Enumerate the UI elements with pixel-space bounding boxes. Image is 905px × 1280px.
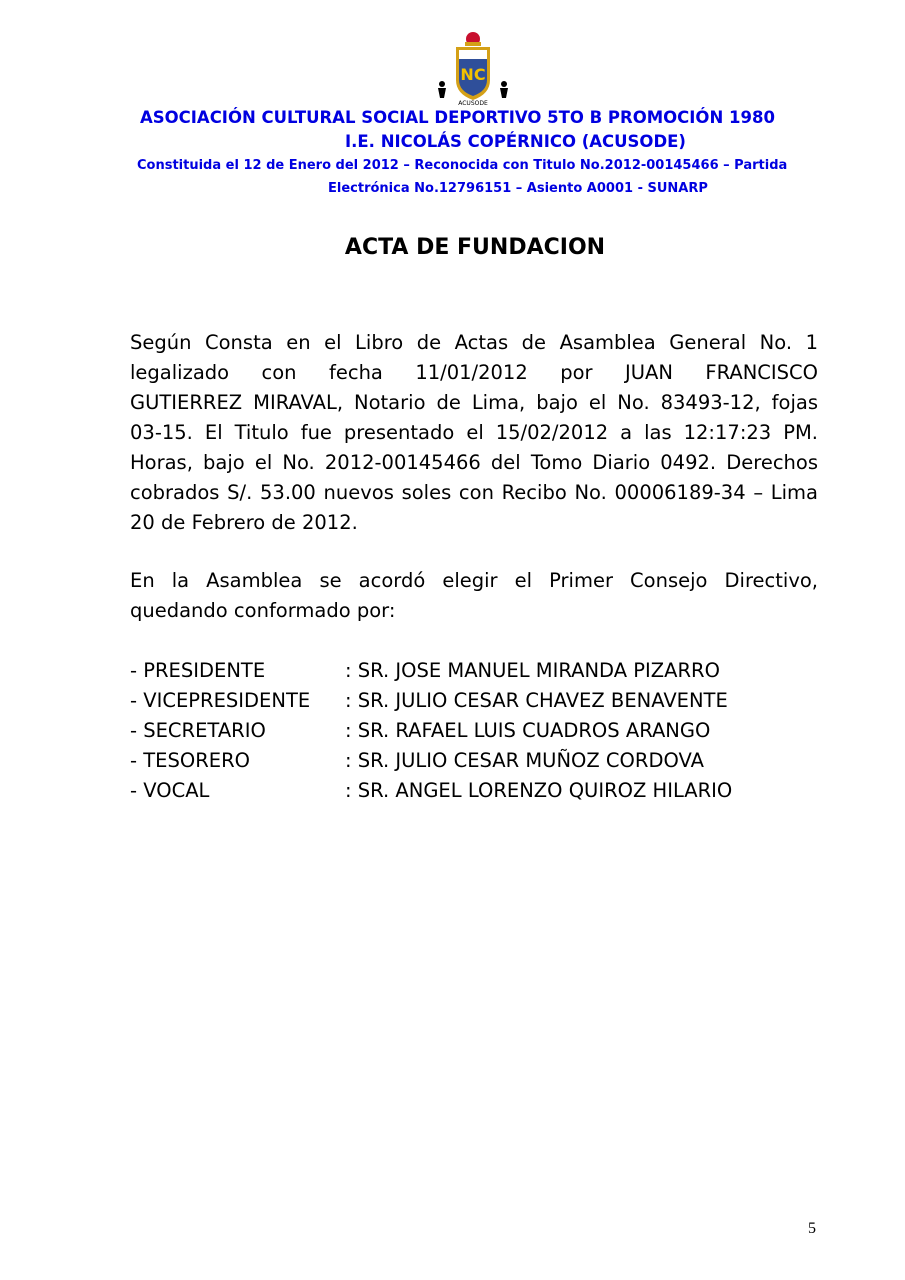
page-number: 5 <box>808 1220 816 1237</box>
officer-role: - VOCAL <box>130 779 210 802</box>
text-line: quedando conformado por: <box>130 599 396 622</box>
officer-name: : SR. ANGEL LORENZO QUIROZ HILARIO <box>345 779 733 802</box>
officer-name: : SR. JOSE MANUEL MIRANDA PIZARRO <box>345 659 720 682</box>
paragraph-assembly <box>130 566 818 626</box>
association-name: ASOCIACIÓN CULTURAL SOCIAL DEPORTIVO 5TO B PROMOCIÓN 1980 <box>140 108 775 127</box>
paragraph-registry <box>130 328 818 538</box>
officer-list <box>130 656 732 806</box>
svg-text:NC: NC <box>460 65 486 84</box>
text-line: legalizado con fecha 11/01/2012 por JUAN FRANCISCO <box>130 361 818 384</box>
officer-row <box>130 746 732 776</box>
registration-line-1: Constituida el 12 de Enero del 2012 – Reconocida con Titulo No.2012-00145466 – Partida <box>137 158 788 173</box>
acusode-logo <box>430 30 516 106</box>
officer-role: - PRESIDENTE <box>130 659 266 682</box>
text-line: cobrados S/. 53.00 nuevos soles con Recibo No. 00006189-34 – Lima <box>130 481 818 504</box>
officer-name: : SR. RAFAEL LUIS CUADROS ARANGO <box>345 719 711 742</box>
document-title: ACTA DE FUNDACION <box>344 235 606 260</box>
officer-row <box>130 656 732 686</box>
registration-line-2: Electrónica No.12796151 – Asiento A0001 - SUNARP <box>328 181 708 196</box>
officer-role: - VICEPRESIDENTE <box>130 689 311 712</box>
text-line: 03-15. El Titulo fue presentado el 15/02/2012 a las 12:17:23 PM. <box>130 421 818 444</box>
svg-text:ACUSODE: ACUSODE <box>458 100 488 106</box>
text-line: Horas, bajo el No. 2012-00145466 del Tomo Diario 0492. Derechos <box>130 451 818 474</box>
text-line: 20 de Febrero de 2012. <box>130 511 358 534</box>
institution-name: I.E. NICOLÁS COPÉRNICO (ACUSODE) <box>345 132 686 151</box>
officer-role: - TESORERO <box>130 749 250 772</box>
text-line: Según Consta en el Libro de Actas de Asamblea General No. 1 <box>130 331 818 354</box>
officer-name: : SR. JULIO CESAR CHAVEZ BENAVENTE <box>345 689 728 712</box>
officer-row <box>130 716 732 746</box>
officer-row <box>130 686 732 716</box>
officer-name: : SR. JULIO CESAR MUÑOZ CORDOVA <box>345 749 704 772</box>
text-line: En la Asamblea se acordó elegir el Primer Consejo Directivo, <box>130 569 818 592</box>
text-line: GUTIERREZ MIRAVAL, Notario de Lima, bajo el No. 83493-12, fojas <box>130 391 818 414</box>
officer-row <box>130 776 732 806</box>
officer-role: - SECRETARIO <box>130 719 266 742</box>
